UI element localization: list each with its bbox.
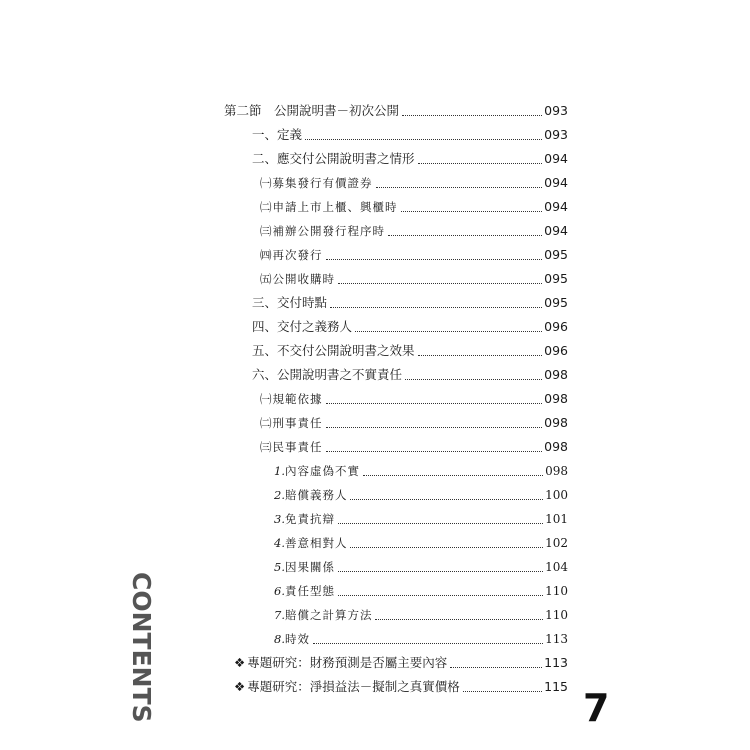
dot-leader [326,402,543,404]
toc-item[interactable] [274,630,568,648]
dot-leader [450,666,542,668]
toc-entry-page: 102 [545,536,568,550]
toc-entry-page: 096 [544,343,568,358]
dot-leader [338,282,542,284]
toc-item-text: 免責抗辯 [284,512,335,526]
dot-leader [355,330,542,332]
toc-entry-section-2[interactable] [224,102,568,120]
toc-entry-title [274,630,310,648]
toc-item[interactable] [274,606,568,624]
toc-special-topic[interactable] [234,654,568,672]
toc-entry-page: 098 [545,464,568,478]
toc-subentry[interactable] [260,222,568,240]
toc-entry-title [274,606,372,624]
toc-item-number: 2. [274,488,285,502]
toc-item[interactable] [274,510,568,528]
toc-entry-title: 二、應交付公開說明書之情形 [252,151,415,166]
toc-item-text: 責任型態 [284,584,335,598]
toc-entry[interactable] [252,342,568,360]
toc-entry-page: 094 [544,199,568,214]
dot-leader [388,234,542,236]
toc-entry-title: ㈠募集發行有價證券 [260,176,373,190]
toc-subentry[interactable] [260,438,568,456]
toc-entry-page: 113 [544,655,568,670]
dot-leader [402,114,542,116]
toc-entry-title [274,582,335,600]
diamond-bullet-icon: ❖ [234,655,246,670]
toc-entry-title: ㈢民事責任 [260,440,323,454]
toc-entry-title [274,462,360,480]
toc-subentry[interactable] [260,198,568,216]
dot-leader [401,210,543,212]
toc-item-number: 7. [274,608,285,622]
dot-leader [326,258,543,260]
toc-entry-page: 094 [544,151,568,166]
toc-entry-title: 四、交付之義務人 [252,319,353,334]
toc-special-text: 專題研究：淨損益法－擬制之真實價格 [247,679,460,694]
contents-side-heading [126,572,156,723]
toc-item-text: 賠償義務人 [284,488,348,502]
toc-entry-title: ㈣再次發行 [260,248,323,262]
toc-entry-page: 098 [544,367,568,382]
toc-entry-page: 115 [544,679,568,694]
toc-item[interactable] [274,486,568,504]
toc-subentry[interactable] [260,390,568,408]
toc-entry-page: 096 [544,319,568,334]
dot-leader [375,618,543,620]
toc-entry[interactable] [252,294,568,312]
toc-subentry[interactable] [260,414,568,432]
toc-item-text: 賠償之計算方法 [284,608,373,622]
toc-item[interactable] [274,582,568,600]
toc-subentry[interactable] [260,270,568,288]
toc-special-topic[interactable] [234,678,568,696]
toc-entry-page: 094 [544,223,568,238]
toc-item-number: 5. [274,560,285,574]
toc-entry-title: ㈤公開收購時 [260,272,335,286]
toc-entry-title [274,510,335,528]
toc-entry-page: 101 [545,512,568,526]
toc-special-text: 專題研究：財務預測是否屬主要內容 [247,655,448,670]
dot-leader [350,498,543,500]
toc-item-text: 時效 [284,632,310,646]
dot-leader [463,690,542,692]
toc-entry-title: ㈡刑事責任 [260,416,323,430]
toc-entry-title: ㈢補辦公開發行程序時 [260,224,385,238]
toc-item-text: 因果關係 [284,560,335,574]
toc-entry[interactable] [252,318,568,336]
toc-entry-page: 094 [544,175,568,190]
toc-entry-title: 六、公開說明書之不實責任 [252,367,403,382]
toc-item[interactable] [274,558,568,576]
toc-entry-title: ㈡申請上市上櫃、興櫃時 [260,200,398,214]
toc-entry-page: 095 [544,271,568,286]
toc-entry-title [234,654,447,672]
dot-leader [418,354,543,356]
toc-entry-page: 104 [545,560,568,574]
dot-leader [338,570,543,572]
toc-item[interactable] [274,534,568,552]
toc-entry-page: 098 [544,415,568,430]
toc-entry-title [274,558,335,576]
toc-entry[interactable] [252,126,568,144]
dot-leader [350,546,543,548]
dot-leader [326,426,543,428]
toc-item-number: 3. [274,512,285,526]
toc-entry-page: 095 [544,295,568,310]
toc-entry[interactable] [252,366,568,384]
toc-entry-title [274,534,347,552]
toc-item-text: 內容虛偽不實 [284,464,360,478]
toc-item-number: 1. [274,464,285,478]
toc-item-number: 8. [274,632,285,646]
toc-item-text: 善意相對人 [284,536,348,550]
toc-item-number: 6. [274,584,285,598]
toc-entry-page: 110 [545,608,568,622]
toc-entry-page: 113 [545,632,568,646]
toc-item-number: 4. [274,536,285,550]
toc-entry-page: 093 [544,127,568,142]
contents-side-heading-text: CONTENTS [127,572,156,723]
toc-entry-page: 093 [544,103,568,118]
dot-leader [376,186,543,188]
toc-subentry[interactable] [260,246,568,264]
dot-leader [326,450,543,452]
diamond-bullet-icon: ❖ [234,679,246,694]
toc-entry-page: 095 [544,247,568,262]
toc-entry-page: 098 [544,391,568,406]
dot-leader [338,594,543,596]
dot-leader [363,474,543,476]
toc-entry-page: 100 [545,488,568,502]
toc-entry-title: 五、不交付公開說明書之效果 [252,343,415,358]
toc-item[interactable] [274,462,568,480]
dot-leader [338,522,543,524]
dot-leader [313,642,543,644]
toc-entry-title: 三、交付時點 [252,295,328,310]
toc-subentry[interactable] [260,174,568,192]
toc-entry-page: 110 [545,584,568,598]
toc-entry-title: 第二節 公開說明書－初次公開 [224,103,400,118]
toc-entry-title [234,678,460,696]
dot-leader [305,138,542,140]
page-number: 7 [583,686,610,730]
toc-entry-page: 098 [544,439,568,454]
dot-leader [330,306,542,308]
dot-leader [405,378,542,380]
toc-entry-title: 一、定義 [252,127,303,142]
toc-entry-title [274,486,347,504]
toc-entry[interactable] [252,150,568,168]
toc-entry-title: ㈠規範依據 [260,392,323,406]
dot-leader [418,162,543,164]
